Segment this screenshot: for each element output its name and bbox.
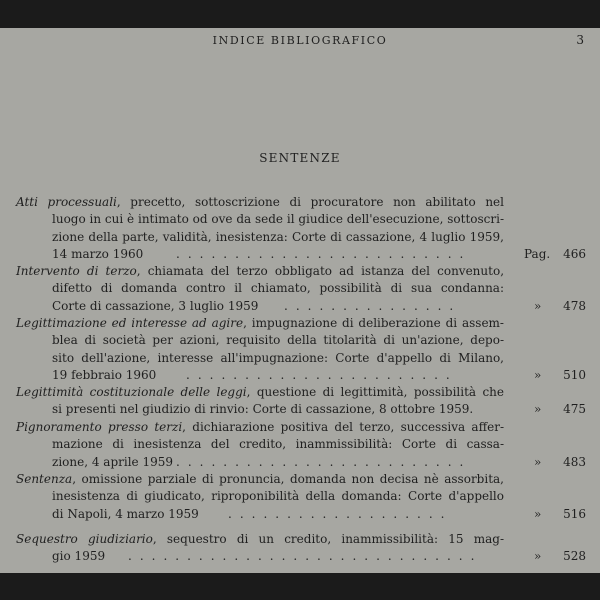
entry-continuation-line [16, 436, 588, 453]
entry-text: zione, 4 aprile 1959 [52, 454, 173, 469]
entry-text: mazione di inesistenza del credito, inammissibilità: Corte di cassa- [52, 437, 504, 452]
entry-term: Pignoramento presso terzi [16, 420, 183, 434]
entry-text: Corte di cassazione, 3 luglio 1959 [52, 298, 259, 313]
entry-text: si presenti nel giudizio di rinvio: Corte di cassazione, 8 ottobre 1959. [52, 402, 474, 417]
leader-dots: .............................. [128, 549, 483, 564]
entry-first-line [16, 419, 588, 436]
entry-text: zione della parte, validità, inesistenza: Corte di cassazione, 4 luglio 1959, [52, 229, 504, 244]
leader-dots: ................... [228, 506, 453, 521]
entry-continuation-line [16, 211, 588, 228]
entry-text: di Napoli, 4 marzo 1959 [52, 506, 199, 521]
page-number: 466 [563, 246, 586, 261]
ditto-mark: » [534, 549, 542, 564]
entry-last-line [16, 367, 588, 384]
index-entry [16, 471, 588, 523]
index-entry [16, 419, 588, 471]
leader-dots: ......................... [176, 454, 472, 469]
entry-text: difetto di domanda contro il chiamato, possibilità di sua condanna: [52, 281, 504, 296]
entry-last-line [16, 548, 588, 565]
entry-text: , precetto, sottoscrizione di procuratore non abilitato nel [116, 195, 504, 209]
entry-text: 19 febbraio 1960 [52, 367, 157, 382]
entry-text: , dichiarazione positiva del terzo, successiva affer- [182, 420, 504, 434]
entry-text: blea di società per azioni, requisito della titolarità di un'azione, depo- [52, 333, 504, 348]
entry-text: inesistenza di giudicato, riproponibilità della domanda: Corte d'appello [52, 489, 504, 504]
entry-term: Legittimazione ed interesse ad agire [16, 316, 244, 330]
entry-first-line [16, 471, 588, 488]
page-number: 475 [563, 402, 586, 417]
index-entry [16, 384, 588, 419]
entry-text: , omissione parziale di pronuncia, domanda non decisa nè assorbita, [72, 472, 504, 486]
entry-term: Sequestro giudiziario [16, 532, 153, 546]
entry-first-line [16, 315, 588, 332]
ditto-mark: » [534, 367, 542, 382]
entry-term: Intervento di terzo [16, 264, 137, 278]
entry-last-line [16, 401, 588, 418]
entry-last-line [16, 246, 588, 263]
ditto-mark: » [534, 454, 542, 469]
index-entry [16, 194, 588, 263]
page-number: 516 [563, 506, 586, 521]
entry-term: Sentenza [16, 472, 73, 486]
entry-text: , impugnazione di deliberazione di assem- [243, 316, 504, 330]
entry-text: 14 marzo 1960 [52, 246, 144, 261]
page-label: Pag. [524, 246, 551, 261]
entry-text: luogo in cui è intimato od ove da sede il giudice dell'esecuzione, sottoscri- [52, 212, 504, 227]
entry-text: gio 1959 [52, 549, 106, 564]
entry-last-line [16, 506, 588, 523]
entry-first-line [16, 531, 588, 548]
entry-text: , questione di legittimità, possibilità che [246, 385, 504, 399]
entry-continuation-line [16, 280, 588, 297]
book-page [0, 28, 600, 573]
page-number: 478 [563, 298, 586, 313]
page-number: 528 [563, 549, 586, 564]
leader-dots: ....................... [186, 367, 458, 382]
ditto-mark: » [534, 506, 542, 521]
entry-text: sito dell'azione, interesse all'impugnazione: Corte d'appello di Milano, [52, 350, 504, 365]
entry-term: Atti processuali [16, 195, 117, 209]
page-number: 510 [563, 367, 586, 382]
page-number: 483 [563, 454, 586, 469]
entry-last-line [16, 454, 588, 471]
ditto-mark: » [534, 298, 542, 313]
index-entry [16, 263, 588, 315]
entry-text: , sequestro di un credito, inammissibilità: 15 mag- [152, 532, 504, 546]
entry-continuation-line [16, 229, 588, 246]
index-entry [16, 315, 588, 384]
entry-first-line [16, 194, 588, 211]
leader-dots: ............... [284, 298, 462, 313]
ditto-mark: » [534, 402, 542, 417]
entry-continuation-line [16, 332, 588, 349]
section-title: SENTENZE [259, 151, 341, 165]
entry-last-line [16, 298, 588, 315]
entry-first-line [16, 384, 588, 401]
running-header-title: INDICE BIBLIOGRAFICO [212, 34, 388, 47]
entry-term: Legittimità costituzionale delle leggi [16, 385, 247, 399]
leader-dots: ......................... [176, 246, 472, 261]
index-entry [16, 531, 588, 566]
entry-continuation-line [16, 488, 588, 505]
entry-continuation-line [16, 350, 588, 367]
running-header-page-number: 3 [576, 33, 584, 47]
entry-text: , chiamata del terzo obbligato ad istanza del convenuto, [136, 264, 505, 278]
entry-first-line [16, 263, 588, 280]
